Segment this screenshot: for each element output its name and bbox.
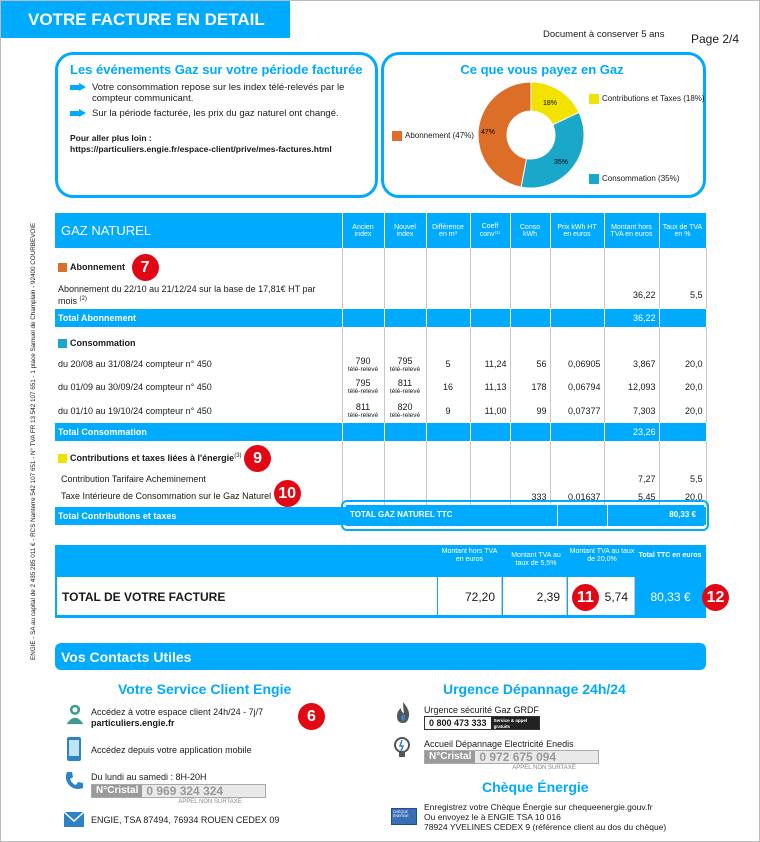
flame-icon: [393, 701, 413, 725]
col-header: Montant hors TVA en euros: [604, 213, 659, 248]
gas-emergency-phone[interactable]: 0 800 473 333 Service & appel gratuits: [424, 716, 540, 730]
kwh: 99: [510, 398, 550, 423]
tax-label: Contribution Tarifaire Acheminement: [55, 472, 342, 486]
table-row: [55, 398, 706, 423]
col-header: Différence en m³: [426, 213, 470, 248]
badge-9: 9: [244, 445, 271, 472]
diff: 16: [426, 375, 470, 398]
price: 0,07377: [550, 398, 604, 423]
total-amount: 36,22: [604, 309, 659, 327]
total-label: Total Consommation: [55, 423, 342, 441]
tva: 5,5: [659, 472, 706, 486]
new-index: 795: [397, 355, 413, 366]
new-index: 811: [397, 378, 413, 388]
coeff: 11,13: [470, 375, 510, 398]
col-header: Conso kWh: [510, 213, 550, 248]
kwh: 56: [510, 353, 550, 375]
arrow-right-icon: [70, 83, 86, 92]
client-hours: Du lundi au samedi : 8H-20H: [91, 772, 207, 782]
envelope-icon: [63, 808, 85, 830]
index-note: télé-relevé: [347, 365, 379, 373]
index-note: télé-relevé: [389, 365, 421, 373]
section-swatch: [58, 263, 67, 272]
sum-ttc: 80,33 €: [650, 590, 691, 604]
coeff: 11,24: [470, 353, 510, 375]
coeff: 11,00: [470, 398, 510, 423]
free-call-tag: Service & appel gratuits: [491, 717, 539, 729]
old-index: 795: [355, 378, 371, 388]
events-title: Les événements Gaz sur votre période facturée: [70, 62, 363, 77]
sum-col-header: Montant hors TVA en euros: [441, 548, 498, 563]
emergency-title: Urgence Dépannage 24h/24: [443, 681, 626, 697]
lightbulb-icon: [393, 736, 411, 760]
pie-title: Ce que vous payez en Gaz: [460, 62, 624, 77]
diff: 9: [426, 398, 470, 423]
amount: 12,093: [604, 375, 659, 398]
abo-tva: 5,5: [659, 281, 706, 309]
more-label: Pour aller plus loin :: [70, 133, 152, 143]
col-header: Taux de TVA en %: [659, 213, 706, 248]
total-row: [55, 423, 706, 441]
price: 0,06794: [550, 375, 604, 398]
legend-conso: Consommation (35%): [589, 174, 679, 184]
phone-icon: [63, 770, 85, 792]
client-address: ENGIE, TSA 87494, 76934 ROUEN CEDEX 09: [91, 815, 280, 825]
total-row: [55, 309, 706, 327]
abo-line2: mois: [58, 296, 78, 306]
gas-bill-table: [55, 213, 707, 525]
pie-chart: [476, 80, 586, 190]
tva: 20,0: [659, 486, 706, 507]
legend-swatch: [392, 131, 402, 141]
client-website-link[interactable]: particuliers.engie.fr: [91, 718, 175, 728]
pie-label-conso: 35%: [553, 159, 569, 166]
abo-sup: (2): [79, 296, 87, 302]
sum-col-header: Montant TVA au taux de 20,0%: [569, 548, 635, 563]
contacts-title: Vos Contacts Utiles: [55, 643, 706, 670]
invoices-link[interactable]: https://particuliers.engie.fr/espace-client/prive/mes-factures.html: [70, 144, 332, 154]
elec-phone-note: APPEL NON SURTAXÉ: [512, 765, 576, 771]
conso-period: du 20/08 au 31/08/24 compteur n° 450: [55, 353, 342, 375]
index-note: télé-relevé: [389, 388, 421, 395]
pie-label-abo: 47%: [480, 129, 496, 136]
abo-line: Abonnement du 22/10 au 21/12/24 sur la base de 17,81€ HT par: [58, 284, 316, 294]
event-item: Sur la période facturée, les prix du gaz naturel ont changé.: [70, 108, 339, 119]
table-title: GAZ NATUREL: [55, 213, 342, 248]
ttc-value: 80,33 €: [669, 510, 696, 519]
table-header: [55, 213, 706, 248]
sum-ht: 72,20: [438, 577, 502, 615]
table-row: [55, 472, 706, 486]
table-row: [55, 353, 706, 375]
legend-swatch: [589, 94, 599, 104]
cristal-label: N°Cristal: [425, 751, 475, 763]
section-header: [55, 441, 706, 472]
index-note: télé-relevé: [347, 388, 379, 395]
tva: 20,0: [659, 375, 706, 398]
client-phone-note: APPEL NON SURTAXÉ: [178, 799, 242, 805]
kwh: 178: [510, 375, 550, 398]
sum-tva55: 2,39: [503, 577, 567, 615]
col-header: Nouvel index: [384, 213, 426, 248]
price: 0,01637: [550, 486, 604, 507]
tva: 20,0: [659, 353, 706, 375]
event-item-cont: compteur communicant.: [92, 93, 194, 104]
sum-col-header: Montant TVA au taux de 5,5%: [511, 552, 561, 567]
amount: 7,303: [604, 398, 659, 423]
pie-label-taxes: 18%: [542, 100, 558, 107]
sum-col-header: Total TTC en euros: [638, 552, 702, 559]
section-swatch: [58, 339, 67, 348]
cheque-line3: 78924 YVELINES CEDEX 9 (référence client au dos du chèque): [424, 822, 667, 832]
price: 0,06905: [550, 353, 604, 375]
table-row: [55, 281, 706, 309]
badge-10: 10: [274, 480, 301, 507]
badge-11: 11: [572, 584, 599, 611]
cheque-title: Chèque Énergie: [482, 779, 589, 795]
col-header: Prix kWh HT en euros: [550, 213, 604, 248]
diff: 5: [426, 353, 470, 375]
price: [550, 472, 604, 486]
old-index: 811: [355, 402, 371, 412]
ttc-label: TOTAL GAZ NATUREL TTC: [346, 505, 558, 526]
amount: 3,867: [604, 353, 659, 375]
taxes-sup: (3): [234, 452, 242, 459]
page-title: VOTRE FACTURE EN DETAIL: [0, 0, 290, 38]
section-swatch: [58, 454, 67, 463]
user-headset-icon: [64, 703, 86, 725]
gas-emergency-label: Urgence sécurité Gaz GRDF: [424, 705, 540, 715]
cheque-energie-icon: CHÈQUE ÉNERGIE: [391, 808, 417, 825]
client-app: Accédez depuis votre application mobile: [91, 745, 252, 755]
section-label: Consommation: [70, 337, 136, 348]
col-header: Ancien index: [342, 213, 384, 248]
index-note: télé-relevé: [347, 412, 379, 419]
badge-6: 6: [298, 703, 325, 730]
cristal-label: N°Cristal: [92, 785, 142, 797]
summary-label: TOTAL DE VOTRE FACTURE: [62, 590, 226, 604]
page-number: Page 2/4: [691, 32, 740, 46]
sum-tva20: 5,74: [568, 577, 635, 615]
amount: 5,45: [604, 486, 659, 507]
col-header: Coeff conv⁽¹⁾: [470, 213, 510, 248]
badge-12: 12: [702, 584, 729, 611]
new-index: 820: [397, 402, 413, 412]
legend-abonnement: Abonnement (47%): [392, 131, 474, 141]
kwh: 333: [510, 486, 550, 507]
table-row: [55, 375, 706, 398]
section-label: Contributions et taxes liées à l'énergie: [70, 452, 235, 463]
elec-emergency-label: Accueil Dépannage Electricité Enedis: [424, 739, 574, 749]
abo-amount: 36,22: [604, 281, 659, 309]
total-label: Total Contributions et taxes: [55, 507, 342, 525]
client-line1: Accédez à votre espace client 24h/24 - 7j/7: [91, 707, 264, 717]
ttc-box: [341, 500, 709, 531]
index-note: télé-relevé: [389, 412, 421, 419]
amount: 7,27: [604, 472, 659, 486]
section-header: [55, 248, 706, 281]
legend-swatch: [589, 174, 599, 184]
section-label: Abonnement: [70, 261, 125, 272]
total-amount: 23,26: [604, 423, 659, 441]
tva: 20,0: [659, 398, 706, 423]
keep-notice: Document à conserver 5 ans: [543, 29, 665, 40]
section-header: [55, 327, 706, 353]
event-item: Votre consommation repose sur les index télé-relevés par le: [70, 82, 344, 93]
arrow-right-icon: [70, 109, 86, 118]
kwh: [510, 472, 550, 486]
legend-taxes: Contributions et Taxes (18%): [589, 94, 705, 104]
old-index: 790: [355, 355, 371, 366]
tax-label: Taxe Intérieure de Consommation sur le Gaz Naturel: [61, 490, 272, 501]
client-phone[interactable]: N°Cristal 0 969 324 324: [91, 784, 266, 798]
total-label: Total Abonnement: [55, 309, 342, 327]
elec-emergency-phone[interactable]: N°Cristal 0 972 675 094: [424, 750, 599, 764]
conso-period: du 01/10 au 19/10/24 compteur n° 450: [55, 398, 342, 423]
cheque-line1: Enregistrez votre Chèque Énergie sur chequeenergie.gouv.fr: [424, 802, 653, 812]
conso-period: du 01/09 au 30/09/24 compteur n° 450: [55, 375, 342, 398]
legal-side-text: ENGIE - SA au capital de 2 435 285 011 € - RCS Nanterre 542 107 651 - N° TVA FR 13 542 107 651 - 1 place Samuel de Champlain - 92400 COURBEVOIE: [30, 222, 37, 660]
cheque-line2: Ou envoyez le à ENGIE TSA 10 016: [424, 812, 561, 822]
smartphone-icon: [66, 736, 82, 762]
badge-7: 7: [132, 254, 159, 281]
client-service-title: Votre Service Client Engie: [118, 681, 292, 697]
